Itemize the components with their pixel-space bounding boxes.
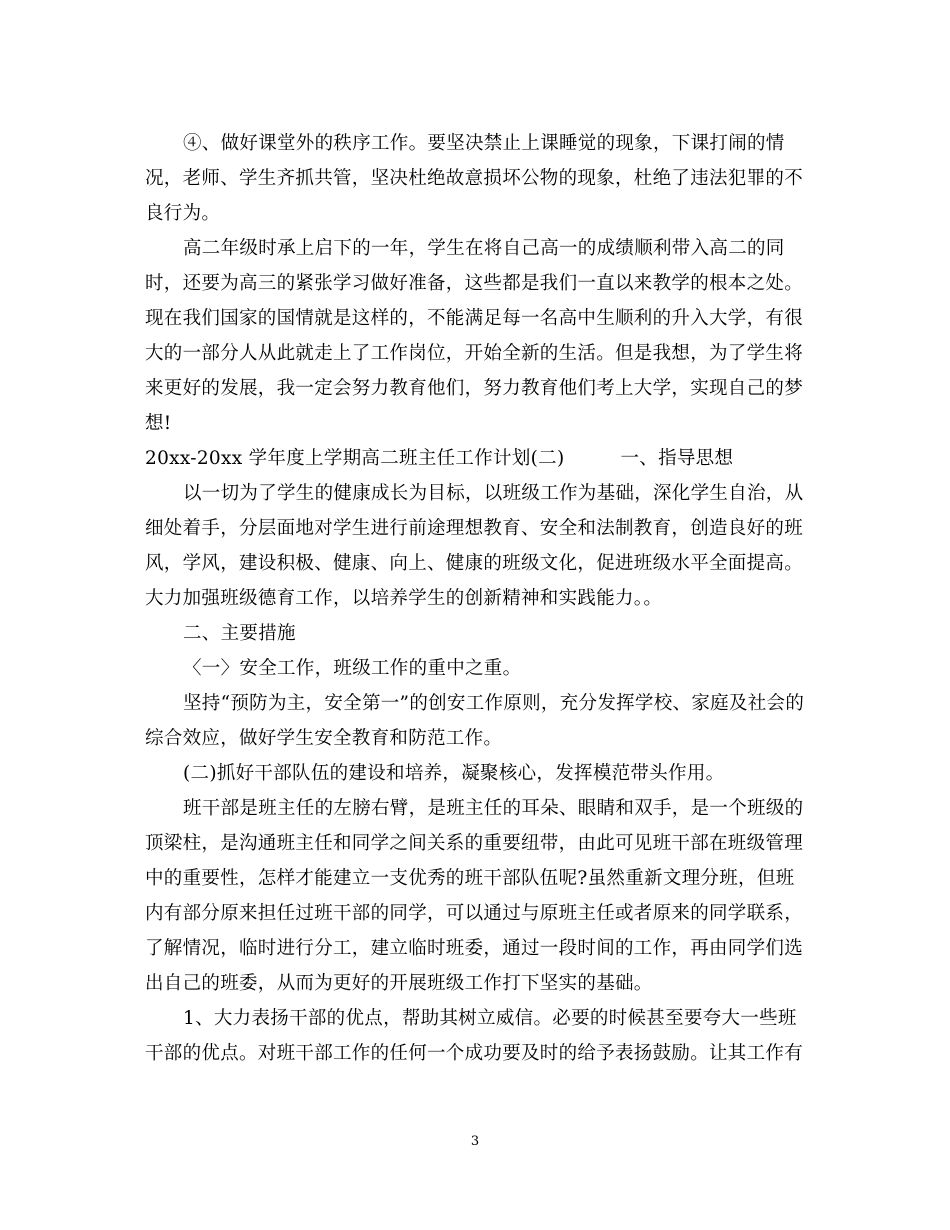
text-line: 高二年级时承上启下的一年，学生在将自己高一的成绩顺利带入高二的同 <box>183 238 785 259</box>
text-line: 良行为。 <box>145 203 221 224</box>
page-number: 3 <box>470 1134 480 1149</box>
text-line: 想! <box>145 413 172 434</box>
text-line: 以一切为了学生的健康成长为目标，以班级工作为基础，深化学生自治，从 <box>183 483 804 504</box>
text-line: 时，还要为高三的紧张学习做好准备，这些都是我们一直以来教学的根本之处。 <box>145 273 804 294</box>
text-line: 综合效应，做好学生安全教育和防范工作。 <box>145 728 503 749</box>
text-line: 班干部是班主任的左膀右臂，是班主任的耳朵、眼睛和双手，是一个班级的 <box>183 798 804 819</box>
text-line: 来更好的发展，我一定会努力教育他们，努力教育他们考上大学，实现自己的梦 <box>145 378 804 399</box>
text-line: 现在我们国家的国情就是这样的，不能满足每一名高中生顺利的升入大学，有很 <box>145 308 804 329</box>
section-heading-line <box>145 447 733 471</box>
subheading-safety: 〈一〉安全工作，班级工作的重中之重。 <box>183 658 522 679</box>
text-line: 况，老师、学生齐抓共管，坚决杜绝故意损坏公物的现象，杜绝了违法犯罪的不 <box>145 168 804 189</box>
text-line: 1、大力表扬干部的优点，帮助其树立威信。必要的时候甚至要夸大一些班 <box>183 1008 797 1029</box>
text-line: 中的重要性，怎样才能建立一支优秀的班干部队伍呢?虽然重新文理分班，但班 <box>145 868 795 889</box>
text-line: 大力加强班级德育工作，以培养学生的创新精神和实践能力。。 <box>145 588 663 609</box>
plan-title: 20xx-20xx 学年度上学期高二班主任工作计划(二) <box>145 448 565 469</box>
text-line: 坚持“预防为主，安全第一”的创安工作原则，充分发挥学校、家庭及社会的 <box>183 693 805 714</box>
guiding-ideology-heading: 一、指导思想 <box>620 448 734 469</box>
text-line: 出自己的班委，从而为更好的开展班级工作打下坚实的基础。 <box>145 973 653 994</box>
text-line: ④、做好课堂外的秩序工作。要坚决禁止上课睡觉的现象，下课打闹的情 <box>183 133 785 154</box>
text-line: 顶梁柱，是沟通班主任和同学之间关系的重要纽带，由此可见班干部在班级管理 <box>145 833 804 854</box>
text-line: 了解情况，临时进行分工，建立临时班委，通过一段时间的工作，再由同学们选 <box>145 938 804 959</box>
main-measures-heading: 二、主要措施 <box>183 623 296 644</box>
text-line: 大的一部分人从此就走上了工作岗位，开始全新的生活。但是我想，为了学生将 <box>145 343 804 364</box>
text-line: 干部的优点。对班干部工作的任何一个成功要及时的给予表扬鼓励。让其工作有 <box>145 1043 804 1064</box>
text-line: 风，学风，建设积极、健康、向上、健康的班级文化，促进班级水平全面提高。 <box>145 553 804 574</box>
text-line: 细处着手，分层面地对学生进行前途理想教育、安全和法制教育，创造良好的班 <box>145 518 804 539</box>
text-line: 内有部分原来担任过班干部的同学，可以通过与原班主任或者原来的同学联系， <box>145 903 804 924</box>
subheading-cadre: (二)抓好干部队伍的建设和培养，凝聚核心，发挥模范带头作用。 <box>183 763 725 784</box>
